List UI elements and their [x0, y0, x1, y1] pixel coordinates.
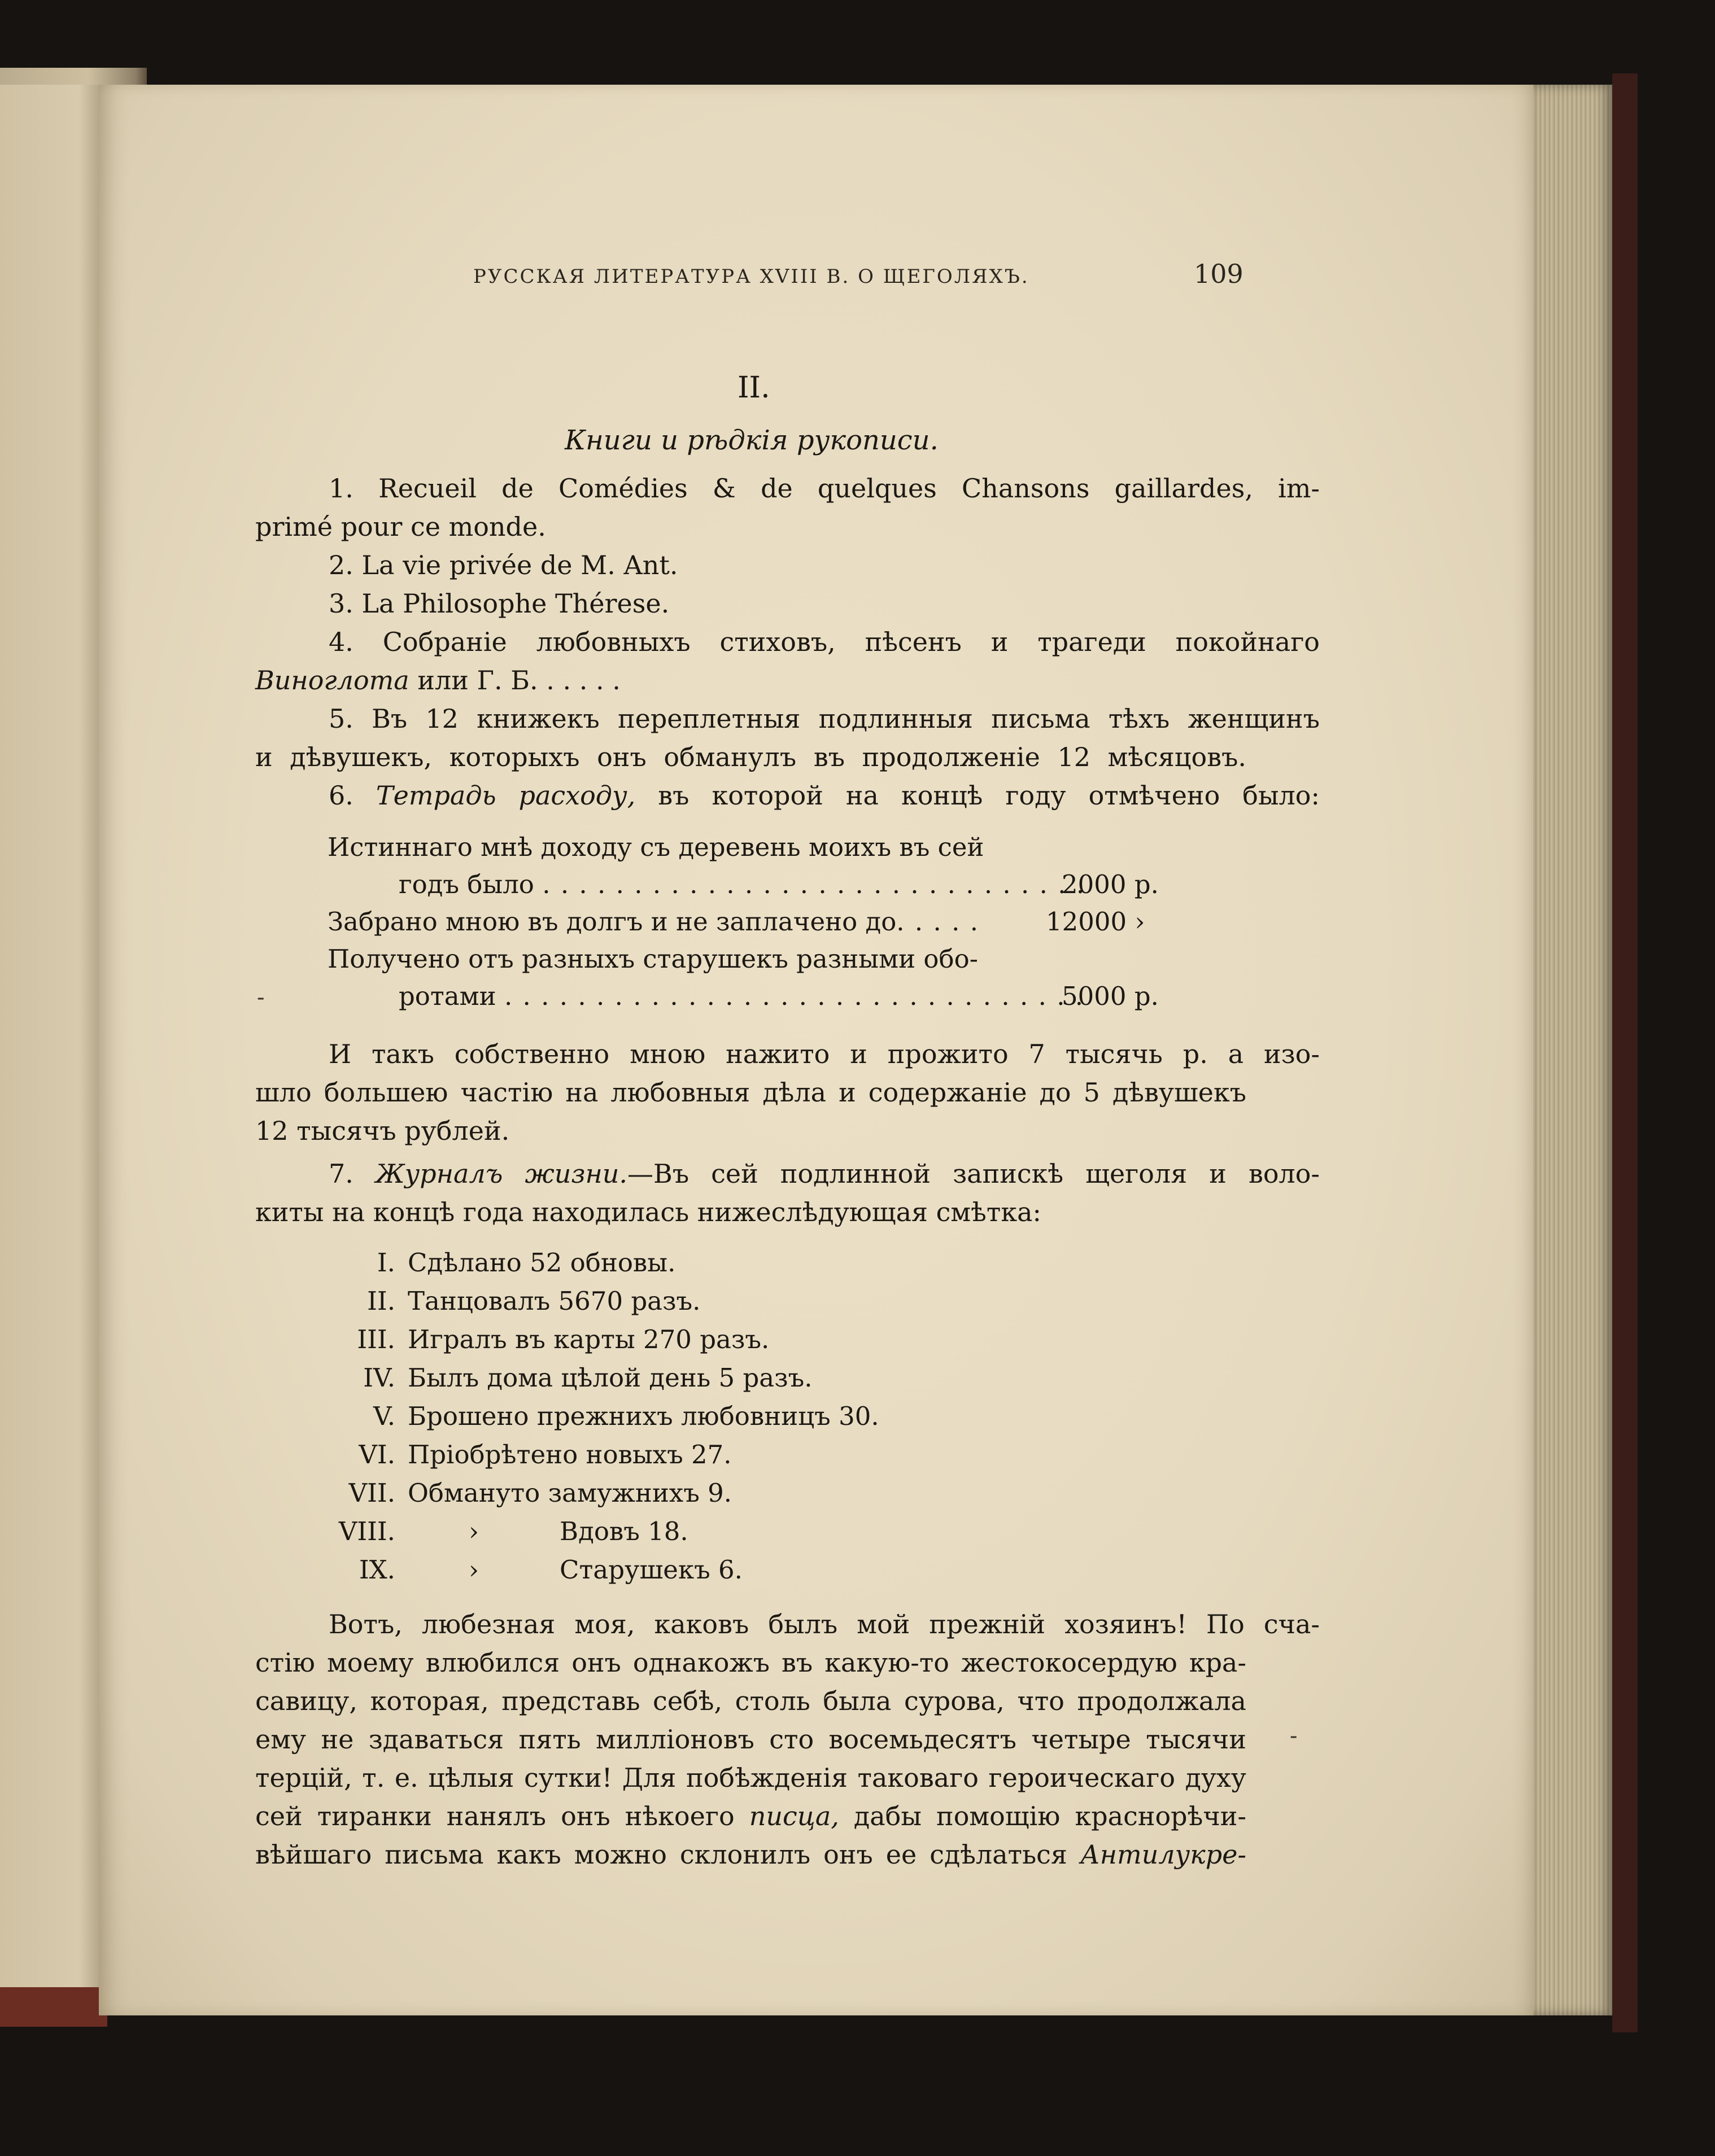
ledger-row-3-amount: 5000 р. [1062, 981, 1159, 1011]
tally-text: Брошено прежнихъ любовницъ 30. [408, 1401, 879, 1431]
page-fore-edge [1533, 85, 1612, 2015]
tally-text: Игралъ въ карты 270 разъ. [408, 1324, 770, 1354]
closing-line-6-italic: писца, [749, 1801, 839, 1831]
tally-text: › Старушекъ 6. [469, 1555, 743, 1585]
section-title: Книги и рѣдкія рукописи. [565, 425, 939, 456]
section-number: II. [738, 371, 770, 405]
item-1-line-2: primé pour ce monde. [255, 511, 546, 542]
item-2: 2. La vie privée de M. Ant. [329, 550, 678, 580]
ledger-row-1-line-2 [399, 866, 1085, 903]
tally-number: VI. [359, 1440, 395, 1470]
item-4-line-2 [255, 661, 1246, 700]
tally-text: Былъ дома цѣлой день 5 разъ. [408, 1363, 813, 1393]
closing-line-6-start: сей тиранки нанялъ онъ нѣкоего [255, 1801, 749, 1831]
item-6-title: Тетрадь расходу, [376, 780, 636, 811]
closing-line-7 [255, 1835, 1246, 1874]
ledger-row-2-amount: 12000 › [1046, 907, 1145, 937]
item-1-line-1: 1. Recueil de Comédies & de quelques Chansons gaillardes, im- [329, 473, 1320, 504]
margin-dash-left: - [257, 985, 265, 1011]
item-7-line-2: киты на концѣ года находилась нижеслѣдующая смѣтка: [255, 1197, 1042, 1227]
ledger-row-3-line-1: Получено отъ разныхъ старушекъ разными обо- [328, 944, 978, 974]
ledger-row-2-dots: . . . . . [896, 907, 980, 937]
ledger-row-1-line-1: Истиннаго мнѣ доходу съ деревень моихъ въ сей [328, 832, 984, 862]
tally-number: I. [377, 1248, 395, 1278]
ledger-row-1-label: годъ было [399, 869, 534, 899]
item-4-line-2-rest: или Г. Б. . . . . . [409, 665, 621, 696]
summary-line-3: 12 тысячъ рублей. [255, 1116, 510, 1146]
item-7-rest: —Въ сей подлинной запискѣ щеголя и воло- [627, 1158, 1320, 1189]
margin-dash-right: - [1290, 1723, 1298, 1749]
closing-line-1: Вотъ, любезная моя, каковъ былъ мой прежній хозяинъ! По сча- [329, 1609, 1320, 1639]
ledger-row-3-dots: . . . . . . . . . . . . . . . . . . . . . . . . . . . . . . . . [504, 981, 1085, 1011]
item-5-line-1: 5. Въ 12 книжекъ переплетныя подлинныя письма тѣхъ женщинъ [329, 703, 1320, 734]
ledger-row-2 [328, 903, 979, 941]
closing-line-6-end: дабы помощію краснорѣчи- [839, 1801, 1246, 1831]
closing-line-6 [255, 1796, 1246, 1836]
ledger-row-2-label: Забрано мною въ долгъ и не заплачено до [328, 907, 897, 937]
item-7-line-1 [255, 1154, 1320, 1193]
summary-line-1: И такъ собственно мною нажито и прожито 7 тысячь р. а изо- [329, 1039, 1320, 1069]
tally-number: IV. [363, 1363, 395, 1393]
running-title: РУССКАЯ ЛИТЕРАТУРА XVIII В. О ЩЕГОЛЯХЪ. [473, 265, 1029, 288]
closing-line-5: терцій, т. е. цѣлыя сутки! Для побѣжденія таковаго героическаго духу [255, 1763, 1246, 1793]
item-5-line-2: и дѣвушекъ, которыхъ онъ обманулъ въ продолженіе 12 мѣсяцовъ. [255, 742, 1246, 772]
closing-line-7-start: вѣйшаго письма какъ можно склонилъ онъ ее сдѣлаться [255, 1839, 1080, 1870]
item-7-number: 7. [329, 1158, 376, 1189]
tally-text: Танцовалъ 5670 разъ. [408, 1286, 701, 1316]
tally-number: VII. [348, 1478, 395, 1508]
tally-number: IX. [359, 1555, 395, 1585]
item-4-line-1: 4. Собраніе любовныхъ стиховъ, пѣсенъ и трагеди покойнаго [329, 627, 1320, 657]
ledger-row-1-dots: . . . . . . . . . . . . . . . . . . . . . . . . . . . . . . [542, 869, 1086, 899]
right-cover-edge [1612, 73, 1638, 2032]
closing-line-4: ему не здаваться пять милліоновъ сто восемьдесятъ четыре тысячи [255, 1724, 1246, 1755]
summary-line-2: шло большею частію на любовныя дѣла и содержаніе до 5 дѣвушекъ [255, 1077, 1246, 1108]
tally-number: II. [367, 1286, 395, 1316]
closing-line-2: стію моему влюбился онъ однакожъ въ какую-то жестокосердую кра- [255, 1647, 1246, 1678]
item-6-number: 6. [329, 780, 376, 811]
item-3: 3. La Philosophe Thérese. [329, 588, 670, 619]
author-name: Виноглота [255, 665, 409, 696]
item-6 [255, 776, 1320, 815]
tally-number: VIII. [338, 1516, 395, 1546]
tally-text: Сдѣлано 52 обновы. [408, 1248, 676, 1278]
ledger-row-1-amount: 2000 р. [1062, 869, 1159, 899]
tally-number: III. [357, 1324, 395, 1354]
left-page-edge [0, 85, 99, 2015]
ledger-row-3-label: ротами [399, 981, 496, 1011]
ledger-row-3-line-2 [399, 978, 1084, 1015]
page-number: 109 [1194, 259, 1243, 289]
item-6-rest: въ которой на концѣ году отмѣчено было: [635, 780, 1320, 811]
tally-text: Обмануто замужнихъ 9. [408, 1478, 732, 1508]
tally-text: Пріобрѣтено новыхъ 27. [408, 1440, 732, 1470]
closing-line-7-italic: Антилукре- [1080, 1839, 1246, 1870]
item-7-title: Журналъ жизни. [375, 1158, 628, 1189]
tally-text: › Вдовъ 18. [469, 1516, 688, 1546]
left-cover-edge [0, 1987, 107, 2027]
closing-line-3: савицу, которая, представь себѣ, столь была сурова, что продолжала [255, 1686, 1246, 1716]
tally-number: V. [373, 1401, 395, 1431]
